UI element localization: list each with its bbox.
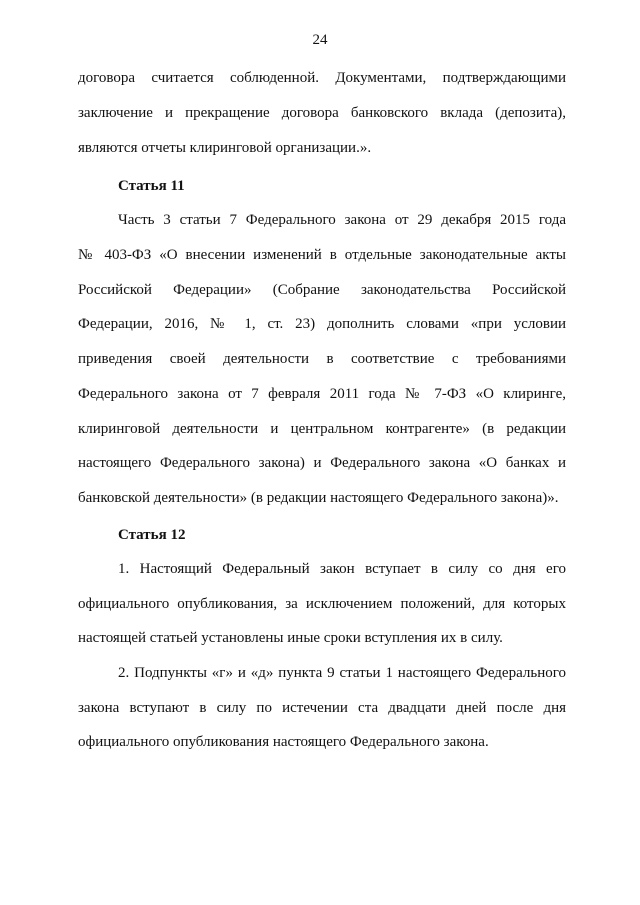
paragraph-line: № 403-ФЗ «О внесении изменений в отдельные законодательные акты — [78, 247, 566, 263]
paragraph-line: Федерации, 2016, № 1, ст. 23) дополнить словами «при условии — [78, 316, 566, 332]
paragraph-line: клиринговой деятельности и центральном контрагенте» (в редакции — [78, 421, 566, 437]
paragraph-line: 1. Настоящий Федеральный закон вступает в силу со дня его — [118, 561, 566, 577]
paragraph-line: настоящего Федерального закона) и Федерального закона «О банках и — [78, 455, 566, 471]
paragraph-line: Федерального закона от 7 февраля 2011 года № 7-ФЗ «О клиринге, — [78, 386, 566, 402]
paragraph-line: приведения своей деятельности в соответствие с требованиями — [78, 351, 566, 367]
paragraph-line: банковской деятельности» (в редакции настоящего Федерального закона)». — [78, 490, 559, 506]
paragraph-line: официального опубликования настоящего Федерального закона. — [78, 734, 489, 750]
paragraph-line: заключение и прекращение договора банковского вклада (депозита), — [78, 105, 566, 121]
paragraph-line: 2. Подпункты «г» и «д» пункта 9 статьи 1 настоящего Федерального — [118, 665, 566, 681]
paragraph-line: официального опубликования, за исключением положений, для которых — [78, 596, 566, 612]
paragraph-line: настоящей статьей установлены иные сроки вступления их в силу. — [78, 630, 503, 646]
paragraph-line: Российской Федерации» (Собрание законодательства Российской — [78, 282, 566, 298]
page-number: 24 — [312, 32, 328, 48]
paragraph-line: закона вступают в силу по истечении ста двадцати дней после дня — [78, 700, 566, 716]
paragraph-line: являются отчеты клиринговой организации.». — [78, 140, 372, 156]
article-12-heading: Статья 12 — [118, 527, 186, 543]
article-11-heading: Статья 11 — [118, 178, 185, 194]
paragraph-line: Часть 3 статьи 7 Федерального закона от 29 декабря 2015 года — [118, 212, 566, 228]
paragraph-line: договора считается соблюденной. Документами, подтверждающими — [78, 70, 566, 86]
